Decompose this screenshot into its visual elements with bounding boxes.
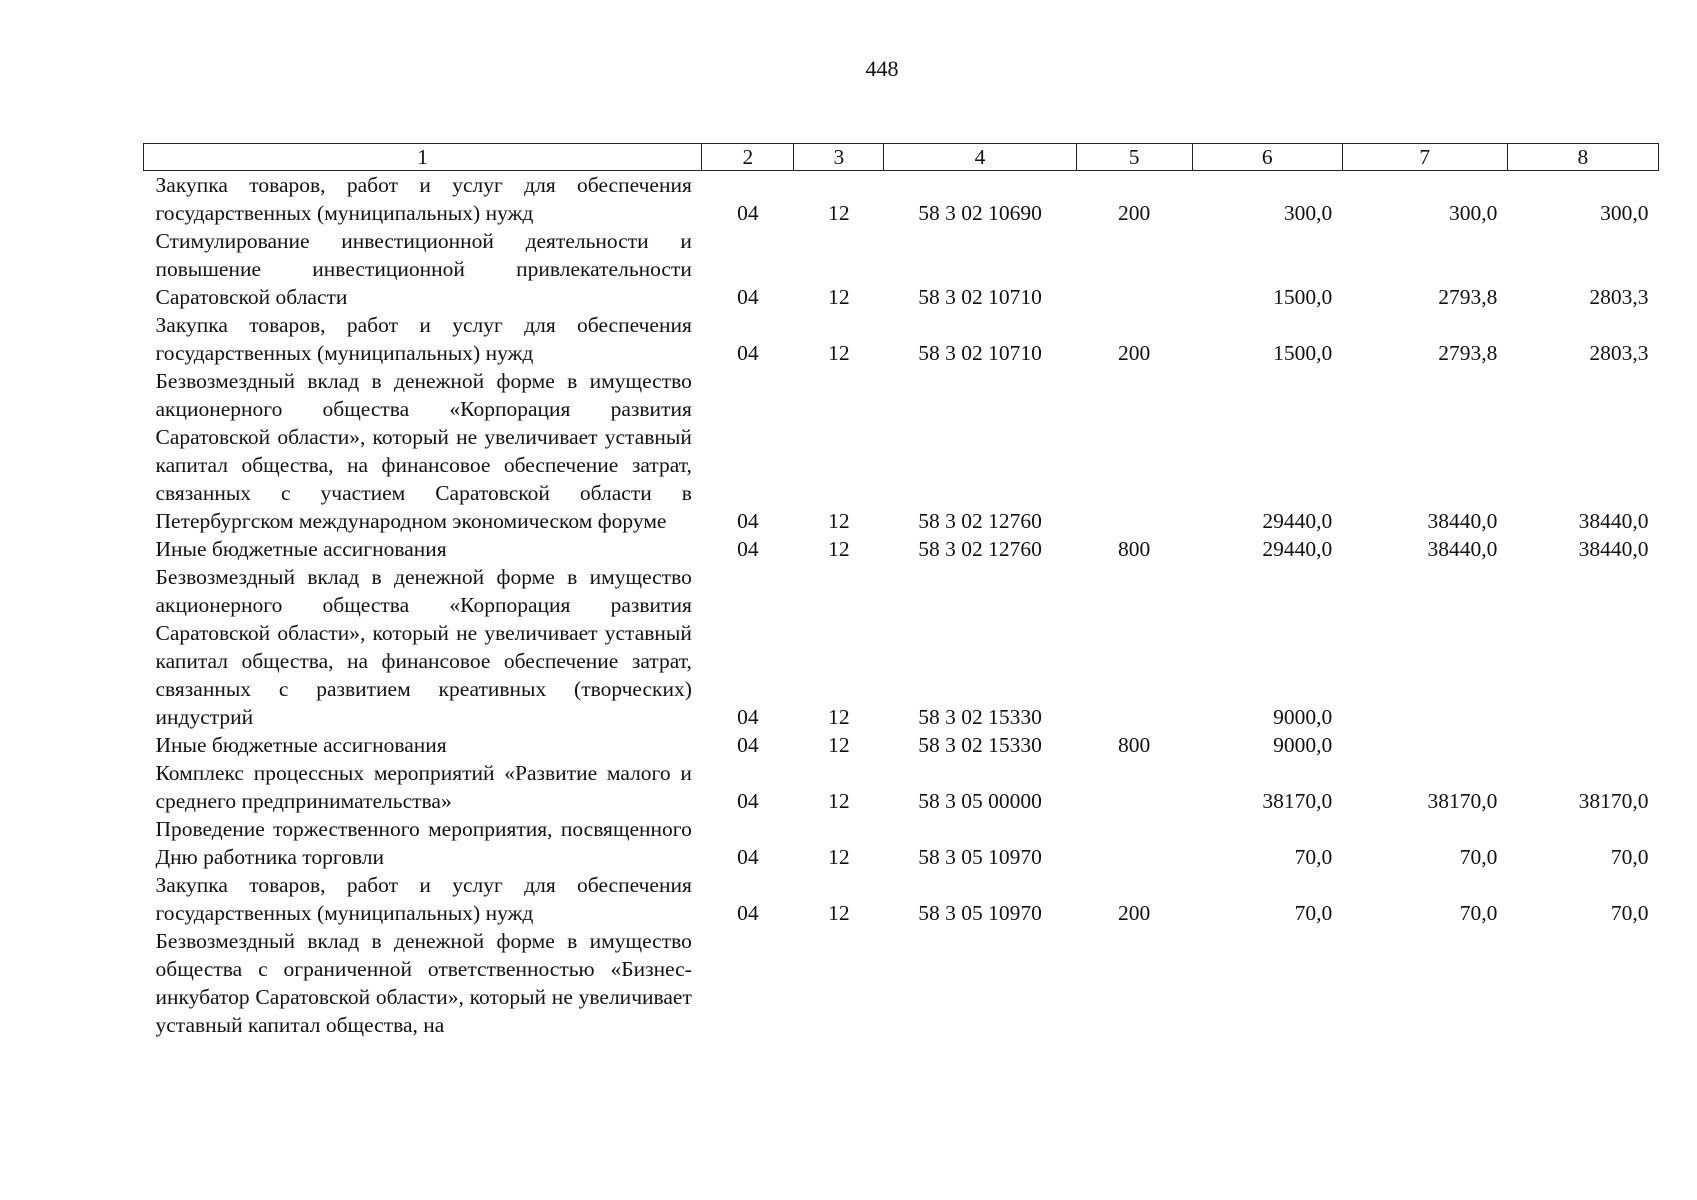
row-expense-type (1076, 759, 1192, 815)
row-amount-3 (1507, 731, 1658, 759)
row-target-code (884, 927, 1076, 1039)
row-target-code: 58 3 02 15330 (918, 733, 1042, 757)
row-expense-type (1076, 815, 1192, 871)
row-subsection: 12 (828, 845, 850, 869)
table-row (144, 535, 1659, 563)
row-target-code: 58 3 02 10710 (918, 285, 1042, 309)
row-amount-1: 9000,0 (1273, 733, 1333, 757)
column-header-2: 2 (702, 144, 794, 171)
table-row (144, 311, 1659, 367)
header-row (144, 144, 1659, 171)
row-target-code: 58 3 05 10970 (918, 845, 1042, 869)
row-amount-3: 70,0 (1610, 901, 1649, 925)
row-expense-type (1076, 367, 1192, 535)
row-expense-type: 200 (1117, 341, 1151, 365)
row-amount-2 (1342, 563, 1507, 731)
row-section: 04 (737, 733, 759, 757)
row-amount-2 (1342, 731, 1507, 759)
row-section (702, 927, 794, 1039)
row-description: Безвозмездный вклад в денежной форме в имущество акционерного общества «Корпорация развития Саратовской области», который не увеличивает уставный капитал общества, на финансовое обеспечение затрат, связанных с участием Саратовской области в Петербургском международном экономическом форуме (155, 369, 692, 533)
row-subsection: 12 (828, 705, 850, 729)
table-header (144, 144, 1659, 171)
table-row (144, 815, 1659, 871)
row-amount-2: 38170,0 (1427, 789, 1498, 813)
table-row (144, 731, 1659, 759)
row-section: 04 (737, 341, 759, 365)
row-amount-3: 2803,3 (1589, 285, 1649, 309)
table-row (144, 367, 1659, 535)
row-amount-3: 70,0 (1610, 845, 1649, 869)
row-description: Безвозмездный вклад в денежной форме в имущество общества с ограниченной ответственностью «Бизнес-инкубатор Саратовской области», который не увеличивает уставный капитал общества, на (155, 929, 692, 1037)
column-header-8: 8 (1507, 144, 1658, 171)
row-section: 04 (737, 789, 759, 813)
row-description: Стимулирование инвестиционной деятельности и повышение инвестиционной привлекательности Саратовской области (155, 229, 692, 309)
page-number: 448 (865, 56, 899, 81)
row-amount-3: 38440,0 (1578, 509, 1649, 533)
row-amount-2: 38440,0 (1427, 509, 1498, 533)
row-target-code: 58 3 02 10690 (918, 201, 1042, 225)
row-description: Закупка товаров, работ и услуг для обеспечения государственных (муниципальных) нужд (155, 873, 692, 925)
table-row (144, 563, 1659, 731)
row-amount-1: 29440,0 (1262, 509, 1333, 533)
row-amount-2: 38440,0 (1427, 537, 1498, 561)
column-header-5: 5 (1076, 144, 1192, 171)
row-amount-1: 29440,0 (1262, 537, 1333, 561)
row-target-code: 58 3 02 10710 (918, 341, 1042, 365)
row-target-code: 58 3 02 12760 (918, 537, 1042, 561)
row-amount-3: 300,0 (1600, 201, 1649, 225)
row-description: Комплекс процессных мероприятий «Развитие малого и среднего предпринимательства» (155, 761, 692, 813)
column-header-6: 6 (1192, 144, 1342, 171)
row-expense-type: 200 (1117, 901, 1151, 925)
row-subsection: 12 (828, 201, 850, 225)
budget-table (143, 143, 1659, 1039)
table-row (144, 171, 1659, 228)
table-row (144, 227, 1659, 311)
row-expense-type (1076, 927, 1192, 1039)
row-amount-2: 70,0 (1459, 901, 1498, 925)
row-amount-1: 9000,0 (1273, 705, 1333, 729)
row-amount-1: 70,0 (1294, 901, 1333, 925)
row-amount-3: 38170,0 (1578, 789, 1649, 813)
row-amount-1: 70,0 (1294, 845, 1333, 869)
row-amount-3 (1507, 927, 1658, 1039)
row-amount-2: 2793,8 (1438, 285, 1498, 309)
row-amount-1: 38170,0 (1262, 789, 1333, 813)
row-amount-2: 70,0 (1459, 845, 1498, 869)
row-section: 04 (737, 845, 759, 869)
row-subsection: 12 (828, 901, 850, 925)
row-section: 04 (737, 285, 759, 309)
row-section: 04 (737, 705, 759, 729)
row-subsection: 12 (828, 789, 850, 813)
row-amount-1: 1500,0 (1273, 285, 1333, 309)
row-expense-type: 800 (1117, 733, 1151, 757)
table-row (144, 759, 1659, 815)
row-expense-type: 800 (1117, 537, 1151, 561)
row-amount-3 (1507, 563, 1658, 731)
row-amount-2 (1342, 927, 1507, 1039)
row-amount-1: 300,0 (1283, 201, 1333, 225)
row-description: Иные бюджетные ассигнования (155, 733, 447, 757)
row-description: Закупка товаров, работ и услуг для обеспечения государственных (муниципальных) нужд (155, 173, 692, 225)
table-row (144, 927, 1659, 1039)
row-expense-type (1076, 563, 1192, 731)
row-section: 04 (737, 201, 759, 225)
column-header-3: 3 (794, 144, 884, 171)
column-header-7: 7 (1342, 144, 1507, 171)
row-amount-2: 300,0 (1448, 201, 1498, 225)
table-row (144, 871, 1659, 927)
row-target-code: 58 3 05 10970 (918, 901, 1042, 925)
row-section: 04 (737, 901, 759, 925)
row-target-code: 58 3 02 12760 (918, 509, 1042, 533)
row-subsection (794, 927, 884, 1039)
row-amount-3: 2803,3 (1589, 341, 1649, 365)
table-body (144, 171, 1659, 1040)
row-section: 04 (737, 537, 759, 561)
row-amount-1: 1500,0 (1273, 341, 1333, 365)
row-subsection: 12 (828, 509, 850, 533)
row-subsection: 12 (828, 733, 850, 757)
row-expense-type (1076, 227, 1192, 311)
column-header-4: 4 (884, 144, 1076, 171)
row-amount-1 (1192, 927, 1342, 1039)
row-description: Иные бюджетные ассигнования (155, 537, 447, 561)
row-amount-3: 38440,0 (1578, 537, 1649, 561)
row-description: Закупка товаров, работ и услуг для обеспечения государственных (муниципальных) нужд (155, 313, 692, 365)
row-subsection: 12 (828, 537, 850, 561)
row-description: Проведение торжественного мероприятия, посвященного Дню работника торговли (155, 817, 692, 869)
row-section: 04 (737, 509, 759, 533)
row-amount-2: 2793,8 (1438, 341, 1498, 365)
row-description: Безвозмездный вклад в денежной форме в имущество акционерного общества «Корпорация развития Саратовской области», который не увеличивает уставный капитал общества, на финансовое обеспечение затрат, связанных с развитием креативных (творческих) индустрий (155, 565, 692, 729)
row-subsection: 12 (828, 341, 850, 365)
row-subsection: 12 (828, 285, 850, 309)
column-header-1: 1 (144, 144, 702, 171)
row-expense-type: 200 (1117, 201, 1151, 225)
row-target-code: 58 3 05 00000 (918, 789, 1042, 813)
row-target-code: 58 3 02 15330 (918, 705, 1042, 729)
